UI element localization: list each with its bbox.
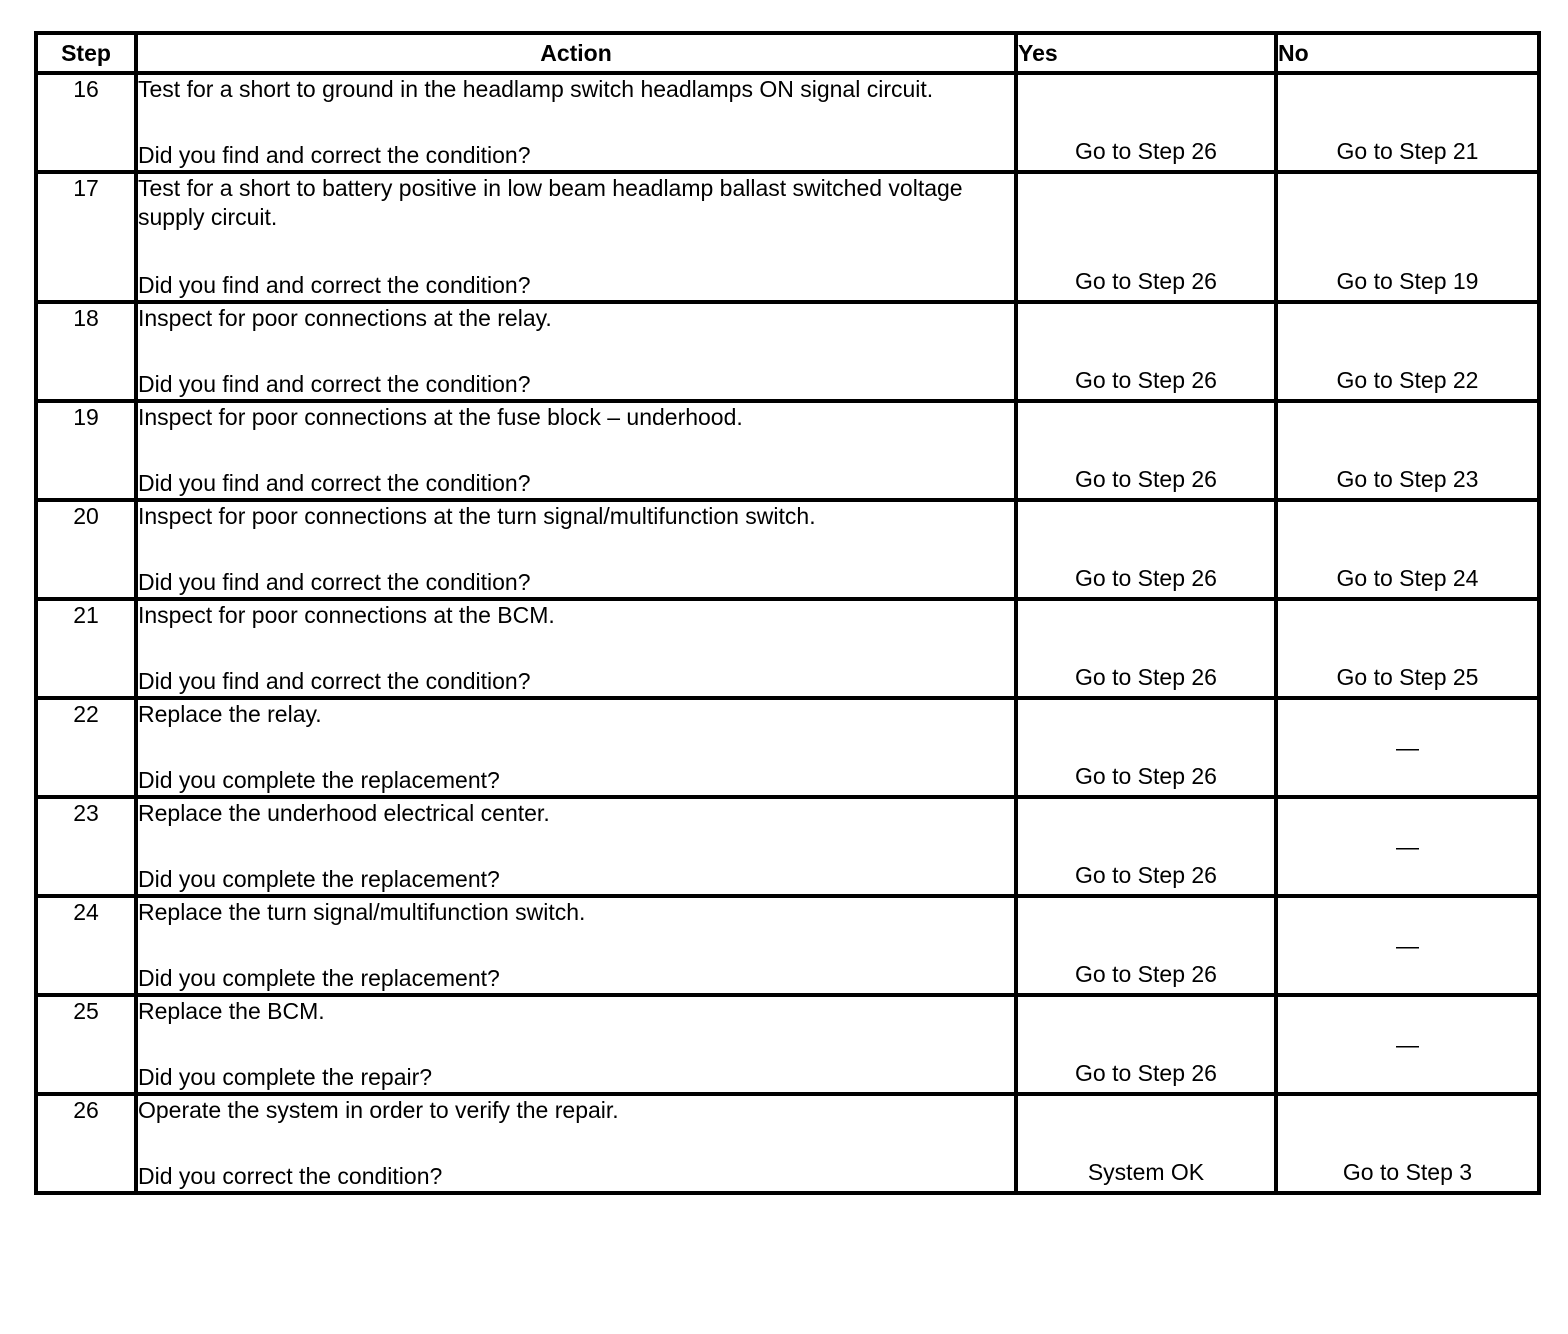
no-cell	[1276, 500, 1539, 599]
action-cell	[136, 797, 1016, 896]
action-text: Replace the relay.	[138, 701, 322, 727]
yes-cell	[1016, 401, 1276, 500]
no-cell	[1276, 73, 1539, 172]
action-text: Inspect for poor connections at the fuse block – underhood.	[138, 404, 743, 430]
yes-cell	[1016, 73, 1276, 172]
action-text: Replace the underhood electrical center.	[138, 800, 550, 826]
yes-cell	[1016, 1094, 1276, 1193]
yes-cell	[1016, 172, 1276, 302]
yes-result: Go to Step 26	[1075, 268, 1217, 294]
no-result: Go to Step 3	[1342, 1159, 1473, 1185]
table-row	[36, 896, 1539, 995]
action-cell	[136, 896, 1016, 995]
action-text: Replace the turn signal/multifunction switch.	[138, 899, 586, 925]
table-row	[36, 401, 1539, 500]
table-row	[36, 1094, 1539, 1193]
no-result: Go to Step 25	[1336, 664, 1479, 690]
yes-cell	[1016, 797, 1276, 896]
no-result-dash: —	[1396, 734, 1419, 760]
action-cell	[136, 1094, 1016, 1193]
action-question: Did you complete the replacement?	[138, 767, 500, 793]
action-question: Did you find and correct the condition?	[138, 668, 531, 694]
action-text: Test for a short to ground in the headlamp switch headlamps ON signal circuit.	[138, 76, 934, 102]
action-cell	[136, 995, 1016, 1094]
diagnostic-table	[34, 31, 1541, 1195]
no-result: Go to Step 19	[1336, 268, 1479, 294]
yes-result: Go to Step 26	[1075, 862, 1217, 888]
yes-result: Go to Step 26	[1075, 367, 1217, 393]
yes-result: System OK	[1087, 1159, 1205, 1185]
no-cell	[1276, 172, 1539, 302]
no-cell	[1276, 896, 1539, 995]
action-cell	[136, 599, 1016, 698]
step-number: 24	[36, 896, 136, 995]
step-number: 18	[36, 302, 136, 401]
step-number: 21	[36, 599, 136, 698]
action-question: Did you complete the repair?	[138, 1064, 433, 1090]
yes-cell	[1016, 995, 1276, 1094]
yes-cell	[1016, 896, 1276, 995]
no-result-dash: —	[1396, 932, 1419, 958]
yes-result: Go to Step 26	[1075, 1060, 1217, 1086]
step-number: 23	[36, 797, 136, 896]
action-question: Did you correct the condition?	[138, 1163, 443, 1189]
table-row	[36, 599, 1539, 698]
no-cell	[1276, 302, 1539, 401]
step-number: 26	[36, 1094, 136, 1193]
yes-result: Go to Step 26	[1075, 664, 1217, 690]
action-text: Inspect for poor connections at the BCM.	[138, 602, 555, 628]
yes-result: Go to Step 26	[1075, 138, 1217, 164]
no-result: Go to Step 24	[1336, 565, 1479, 591]
no-cell	[1276, 698, 1539, 797]
table-row	[36, 698, 1539, 797]
action-question: Did you complete the replacement?	[138, 866, 500, 892]
action-text: Replace the BCM.	[138, 998, 325, 1024]
step-number: 25	[36, 995, 136, 1094]
step-number: 22	[36, 698, 136, 797]
yes-result: Go to Step 26	[1075, 565, 1217, 591]
table-row	[36, 302, 1539, 401]
header-no: No	[1276, 33, 1539, 73]
no-cell	[1276, 797, 1539, 896]
action-cell	[136, 172, 1016, 302]
yes-cell	[1016, 599, 1276, 698]
header-step: Step	[36, 33, 136, 73]
action-question: Did you find and correct the condition?	[138, 142, 531, 168]
no-result: Go to Step 23	[1336, 466, 1479, 492]
step-number: 17	[36, 172, 136, 302]
action-question: Did you find and correct the condition?	[138, 569, 531, 595]
action-question: Did you find and correct the condition?	[138, 371, 531, 397]
action-question: Did you find and correct the condition?	[138, 470, 531, 496]
no-result: Go to Step 21	[1336, 138, 1479, 164]
action-cell	[136, 401, 1016, 500]
header-row	[36, 33, 1539, 73]
table-row	[36, 172, 1539, 302]
action-text: Inspect for poor connections at the relay.	[138, 305, 552, 331]
action-text: Inspect for poor connections at the turn signal/multifunction switch.	[138, 503, 816, 529]
action-cell	[136, 698, 1016, 797]
action-question: Did you find and correct the condition?	[138, 272, 531, 298]
yes-result: Go to Step 26	[1075, 466, 1217, 492]
header-yes: Yes	[1016, 33, 1276, 73]
step-number: 19	[36, 401, 136, 500]
table-row	[36, 500, 1539, 599]
no-cell	[1276, 995, 1539, 1094]
yes-result: Go to Step 26	[1075, 961, 1217, 987]
action-cell	[136, 302, 1016, 401]
no-result: Go to Step 22	[1336, 367, 1479, 393]
step-number: 16	[36, 73, 136, 172]
yes-result: Go to Step 26	[1075, 763, 1217, 789]
no-cell	[1276, 1094, 1539, 1193]
yes-cell	[1016, 698, 1276, 797]
action-question: Did you complete the replacement?	[138, 965, 500, 991]
yes-cell	[1016, 302, 1276, 401]
no-result-dash: —	[1396, 1031, 1419, 1057]
step-number: 20	[36, 500, 136, 599]
table-row	[36, 797, 1539, 896]
no-cell	[1276, 401, 1539, 500]
no-result-dash: —	[1396, 833, 1419, 859]
table-row	[36, 73, 1539, 172]
header-action: Action	[136, 33, 1016, 73]
action-cell	[136, 73, 1016, 172]
action-text: Operate the system in order to verify the repair.	[138, 1097, 619, 1123]
table-row	[36, 995, 1539, 1094]
yes-cell	[1016, 500, 1276, 599]
no-cell	[1276, 599, 1539, 698]
action-cell	[136, 500, 1016, 599]
action-text: Test for a short to battery positive in low beam headlamp ballast switched voltage supply circuit.	[138, 175, 963, 230]
